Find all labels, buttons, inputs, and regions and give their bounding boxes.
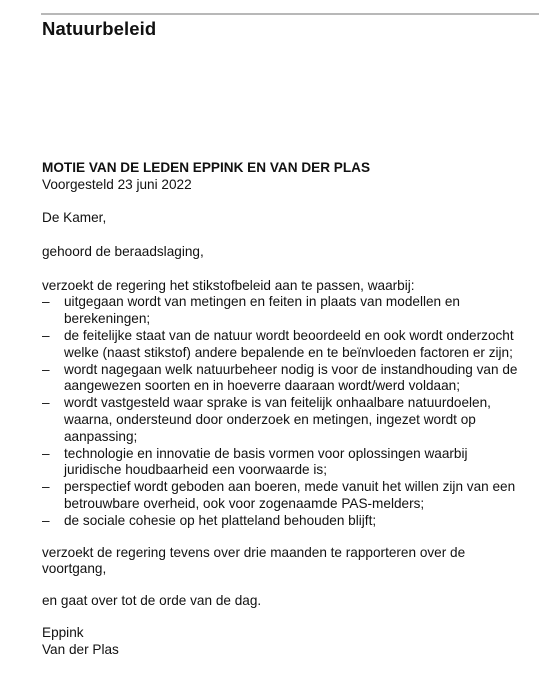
- dash-marker: –: [42, 327, 50, 343]
- request-intro: verzoekt de regering het stikstofbeleid aan te passen, waarbij:: [42, 277, 415, 293]
- list-item-text: perspectief wordt geboden aan boeren, mede vanuit het willen zijn van een betrouwbare overheid, ook voor zogenaamde PAS-melders;: [64, 479, 516, 511]
- considering-clause: gehoord de beraadslaging,: [42, 243, 204, 259]
- dash-marker: –: [42, 445, 50, 461]
- signatory: Van der Plas: [42, 641, 119, 657]
- dash-marker: –: [42, 512, 50, 528]
- dash-marker: –: [42, 361, 50, 377]
- list-item-text: wordt nagegaan welk natuurbeheer nodig is voor de instandhouding van de aangewezen soorten en in hoeverre daaraan wordt/werd voldaan;: [64, 361, 518, 394]
- list-item-text: uitgegaan wordt van metingen en feiten in plaats van modellen en berekeningen;: [64, 294, 460, 327]
- top-divider: [41, 13, 539, 15]
- list-item: [42, 479, 522, 513]
- list-item: [42, 395, 522, 445]
- proposed-date: Voorgesteld 23 juni 2022: [42, 176, 192, 192]
- list-item-text: wordt vastgesteld waar sprake is van feitelijk onhaalbare natuurdoelen, waarna, ondersteund door onderzoek en metingen, ingezet wordt op aanpassing;: [64, 395, 491, 444]
- list-item: [42, 294, 522, 328]
- list-item: [42, 513, 522, 530]
- list-item-text: de feitelijke staat van de natuur wordt beoordeeld en ook wordt onderzocht welke (naast stikstof) andere bepalende en te beïnvloeden factoren er zijn;: [64, 327, 514, 360]
- signatory: Eppink: [42, 624, 84, 640]
- request-list: [42, 294, 522, 529]
- list-item: [42, 328, 522, 362]
- dash-marker: –: [42, 479, 50, 495]
- list-item: [42, 362, 522, 396]
- dash-marker: –: [42, 294, 50, 310]
- closing-line: en gaat over tot de orde van de dag.: [42, 593, 262, 609]
- dash-marker: –: [42, 395, 50, 411]
- list-item: [42, 446, 522, 480]
- report-request: verzoekt de regering tevens over drie maanden te rapporteren over de voortgang,: [42, 544, 466, 577]
- salutation: De Kamer,: [42, 210, 107, 226]
- section-title: Natuurbeleid: [42, 18, 157, 39]
- motion-document: [42, 160, 522, 659]
- list-item-text: de sociale cohesie op het platteland behouden blijft;: [64, 512, 377, 528]
- list-item-text: technologie en innovatie de basis vormen voor oplossingen waarbij juridische houdbaarheid een voorwaarde is;: [64, 445, 468, 478]
- motion-title: MOTIE VAN DE LEDEN EPPINK EN VAN DER PLAS: [42, 160, 371, 175]
